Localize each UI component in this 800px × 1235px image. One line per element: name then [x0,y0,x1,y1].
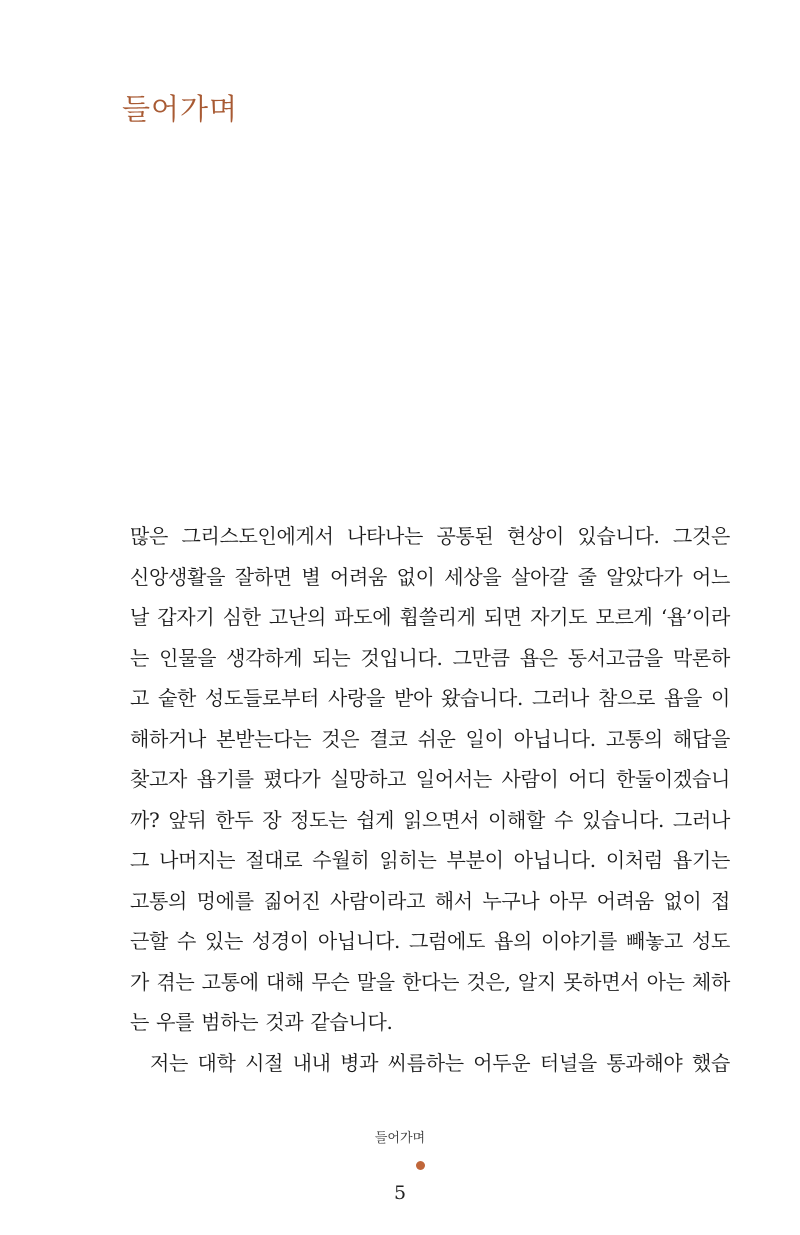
body-line: 근할 수 있는 성경이 아닙니다. 그럼에도 욥의 이야기를 빼놓고 성도 [130,929,730,953]
body-line: 가 겪는 고통에 대해 무슨 말을 한다는 것은, 알지 못하면서 아는 체하 [130,969,730,994]
body-line: 저는 대학 시절 내내 병과 씨름하는 어두운 터널을 통과해야 했습 [150,1050,730,1075]
running-footer-title: 들어가며 [374,1131,426,1146]
body-line: 찾고자 욥기를 폈다가 실망하고 일어서는 사람이 어디 한둘이겠습니 [130,767,730,791]
body-line: 날 갑자기 심한 고난의 파도에 휩쓸리게 되면 자기도 모르게 ‘욥’이라 [130,605,730,629]
page-number: 5 [393,1182,407,1204]
footer-dot-ornament [416,1161,425,1170]
body-text [130,516,730,1083]
body-line: 고통의 멍에를 짊어진 사람이라고 해서 누구나 아무 어려움 없이 접 [130,888,730,913]
body-line: 그 나머지는 절대로 수월히 읽히는 부분이 아닙니다. 이처럼 욥기는 [130,848,730,872]
body-line: 까? 앞뒤 한두 장 정도는 쉽게 읽으면서 이해할 수 있습니다. 그러나 [130,807,730,832]
chapter-title: 들어가며 [122,92,239,126]
body-line: 신앙생활을 잘하면 별 어려움 없이 세상을 살아갈 줄 알았다가 어느 [130,564,730,589]
body-line: 고 숱한 성도들로부터 사랑을 받아 왔습니다. 그러나 참으로 욥을 이 [130,686,730,710]
body-line: 는 우를 범하는 것과 같습니다. [130,1010,393,1034]
body-line: 해하거나 본받는다는 것은 결코 쉬운 일이 아닙니다. 고통의 해답을 [130,726,730,751]
body-line: 많은 그리스도인에게서 나타나는 공통된 현상이 있습니다. 그것은 [130,524,730,548]
body-line: 는 인물을 생각하게 되는 것입니다. 그만큼 욥은 동서고금을 막론하 [130,645,730,670]
